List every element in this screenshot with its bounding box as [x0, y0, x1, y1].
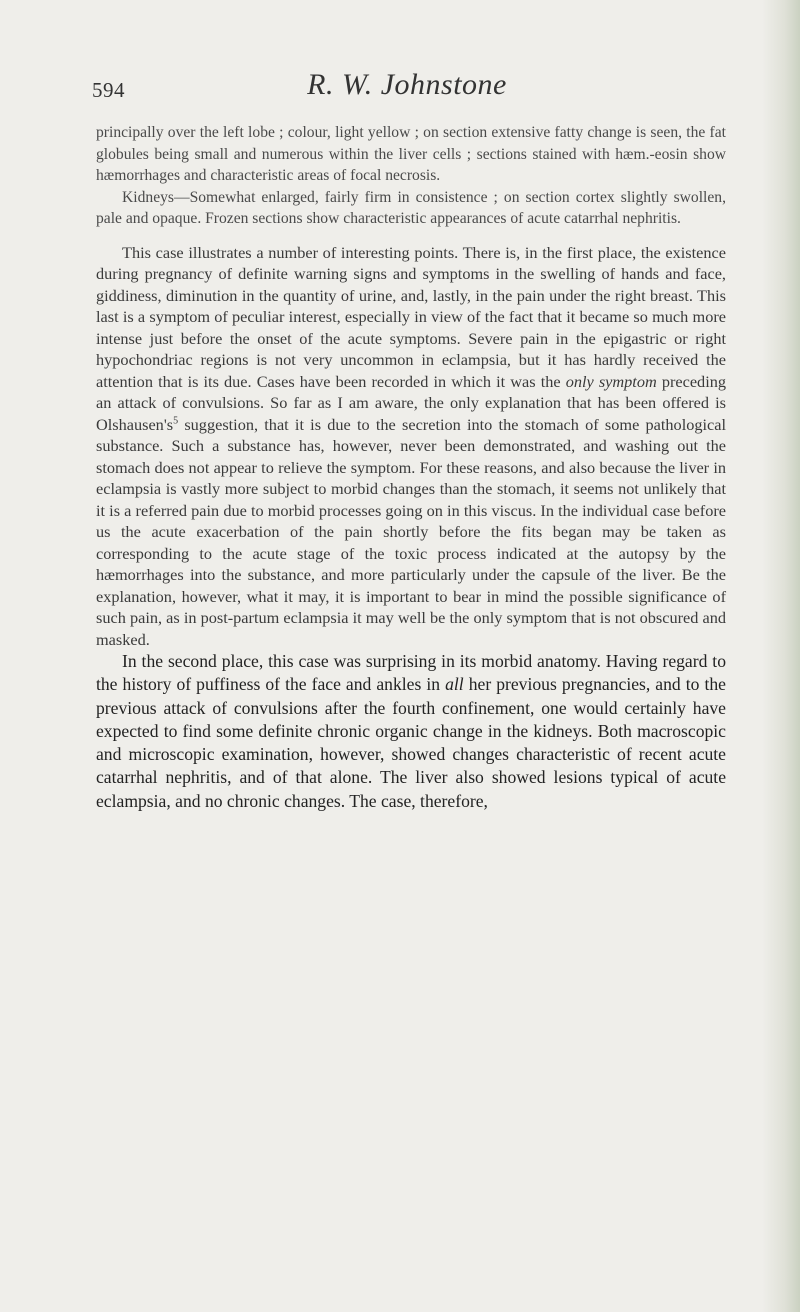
paragraph-text: suggestion, that it is due to the secretion into the stomach of some pathological substance. Such a substance has, however, never been demonstrated, and washing out the stomach does not appear to relieve the symptom. For these reasons, and also because the liver in eclampsia is vastly more subject to morbid changes than the stomach, it seems not unlikely that it is a referred pain due to morbid processes going on in this viscus. In the individual case before us the acute exacerbation of the pain shortly before the fits began may be taken as corresponding to the acute stage of the toxic process indicated at the autopsy by the hæmorrhages into the substance, and more particularly under the capsule of the liver. Be the explanation, however, what it may, it is important to bear in mind the possible significance of such pain, as in post-partum eclampsia it may well be the only symptom that is not obscured and masked. [96, 414, 726, 649]
paragraph-text: preceding an attack of convulsions. So far as I am aware, the only explanation that has been offered is Olshausen's [96, 371, 727, 434]
page-edge-shadow [762, 0, 800, 1312]
emphasis-only-symptom: only symptom [565, 371, 657, 391]
body-text [96, 122, 726, 813]
paragraph-text: her previous pregnancies, and to the previous attack of convulsions after the fourth confinement, one would certainly have expected to find some definite chronic organic change in the kidneys. Both macroscopic and microscopic examination, however, showed changes characteristic of recent acute catarrhal nephritis, and of that alone. The liver also showed lesions typical of acute eclampsia, and no chronic changes. The case, therefore, [96, 674, 726, 811]
emphasis-all: all [445, 674, 464, 695]
paragraph-kidney-findings: Kidneys—Somewhat enlarged, fairly firm in consistence ; on section cortex slightly swollen, pale and opaque. Frozen sections show characteristic appearances of acute catarrhal nephritis. [96, 188, 726, 227]
paragraph-discussion-anatomy [96, 650, 726, 813]
page-number: 594 [92, 78, 125, 102]
footnote-reference: 5 [173, 415, 179, 427]
page-header [92, 68, 722, 108]
paragraph-text: In the second place, this case was surprising in its morbid anatomy. Having regard to the history of puffiness of the face and ankles in [96, 651, 726, 695]
paragraph-liver-findings: principally over the left lobe ; colour, light yellow ; on section extensive fatty change is seen, the fat globules being small and numerous within the liver cells ; sections stained with hæm.-eosin show hæmorrhages and characteristic areas of focal necrosis. [96, 124, 726, 184]
paragraph-discussion-symptoms [96, 242, 726, 651]
paragraph-text: This case illustrates a number of interesting points. There is, in the first place, the existence during pregnancy of definite warning signs and symptoms in the swelling of hands and face, giddiness, diminution in the quantity of urine, and, lastly, in the pain under the right breast. This last is a symptom of peculiar interest, especially in view of the fact that it became so much more intense just before the onset of the acute symptoms. Severe pain in the epigastric or right hypochondriac regions is not very uncommon in eclampsia, but it has hardly received the attention that is its due. Cases have been recorded in which it was the [96, 242, 726, 391]
running-title: R. W. Johnstone [307, 68, 507, 101]
